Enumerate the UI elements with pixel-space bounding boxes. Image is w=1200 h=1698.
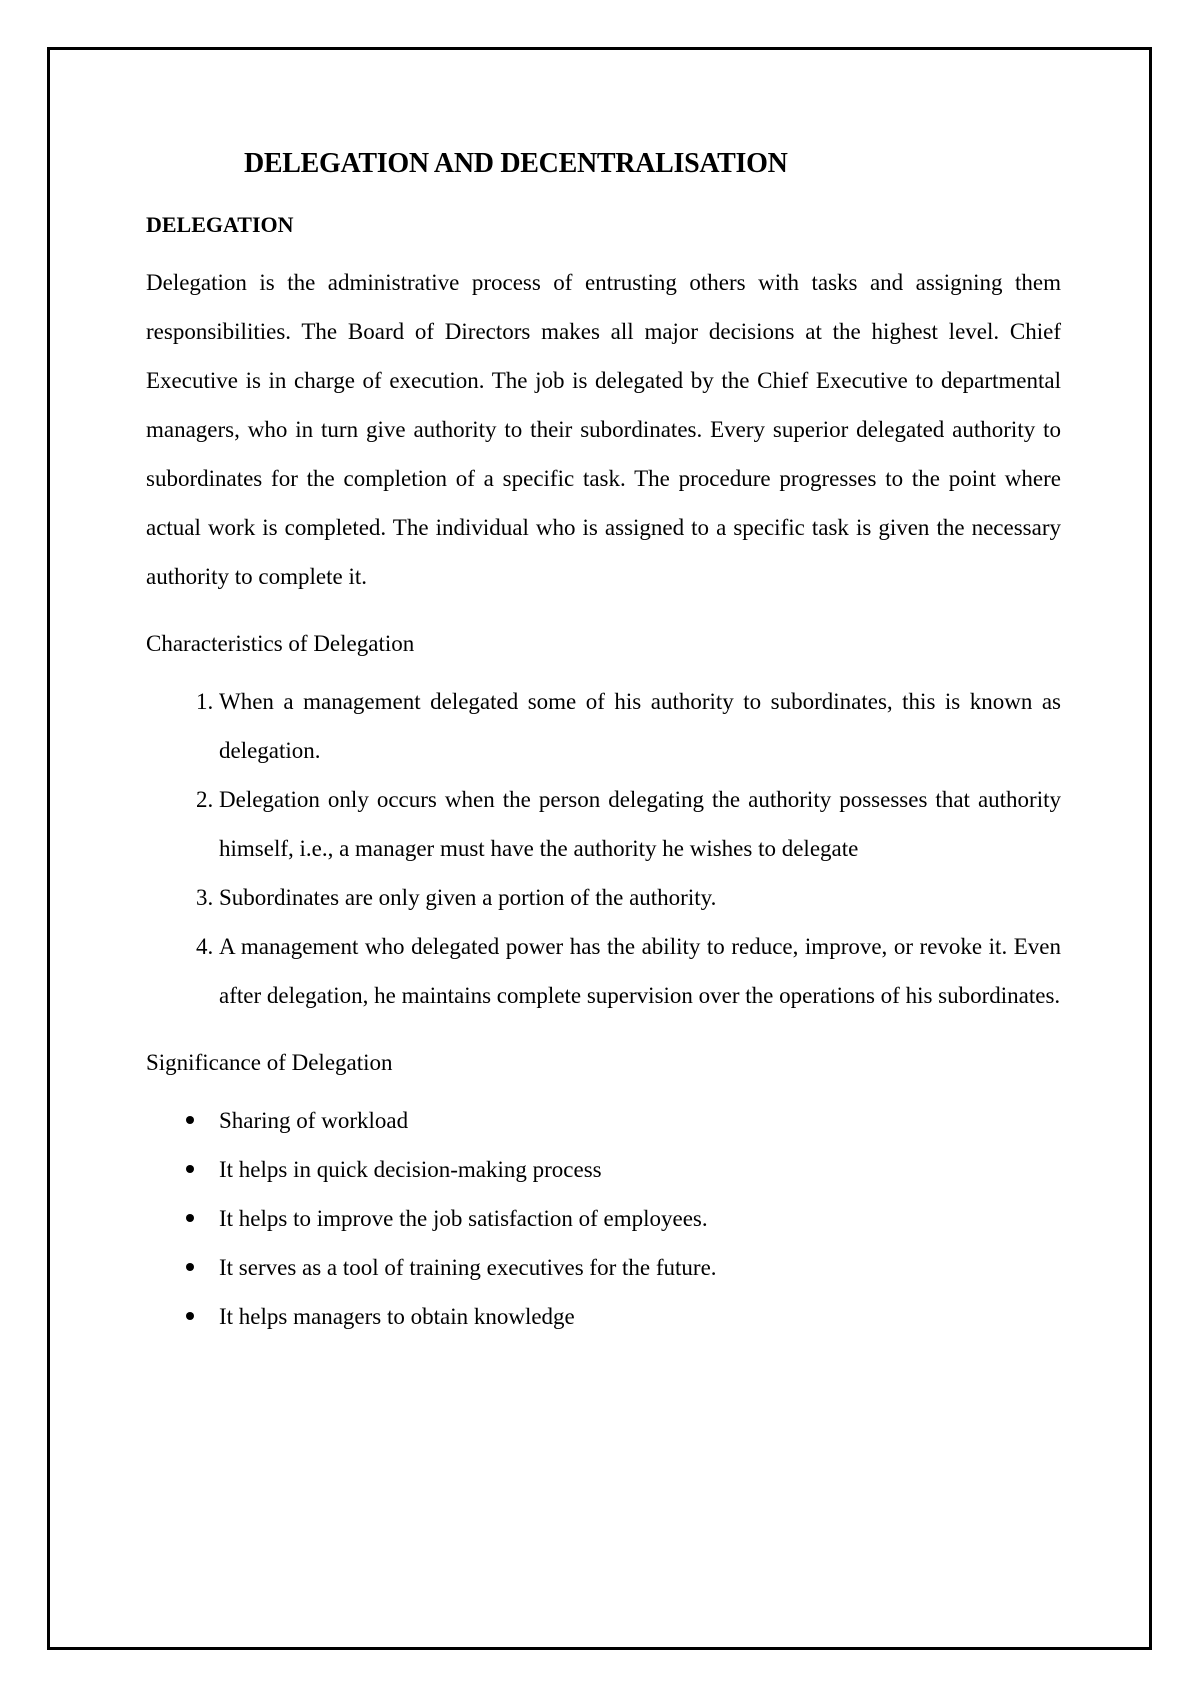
bullet-icon [186, 1214, 194, 1222]
document-title: DELEGATION AND DECENTRALISATION [244, 148, 788, 179]
bullet-icon [186, 1116, 194, 1124]
list-item [219, 1243, 1061, 1292]
list-item: 3. Subordinates are only given a portion of the authority. [219, 873, 1061, 922]
section-heading-delegation: DELEGATION [146, 212, 294, 237]
list-item [219, 1292, 1061, 1341]
bullet-icon [186, 1165, 194, 1173]
list-item-text: It helps in quick decision-making process [219, 1157, 602, 1182]
bullet-icon [186, 1312, 194, 1320]
characteristics-list [146, 677, 1061, 1020]
list-item: 1. When a management delegated some of his authority to subordinates, this is known as delegation. [219, 677, 1061, 775]
list-item-text: It helps to improve the job satisfaction of employees. [219, 1206, 708, 1231]
list-item: 4. A management who delegated power has the ability to reduce, improve, or revoke it. Even after delegation, he maintains complete supervision over the operations of his subordinates. [219, 922, 1061, 1020]
list-item-text: Sharing of workload [219, 1108, 409, 1133]
bullet-icon [186, 1263, 194, 1271]
list-item-text: It serves as a tool of training executives for the future. [219, 1255, 717, 1280]
characteristics-heading: Characteristics of Delegation [146, 631, 415, 656]
significance-list [146, 1096, 1061, 1341]
significance-heading: Significance of Delegation [146, 1050, 393, 1075]
list-item: 2. Delegation only occurs when the person delegating the authority possesses that authority himself, i.e., a manager must have the authority he wishes to delegate [219, 775, 1061, 873]
intro-paragraph: Delegation is the administrative process of entrusting others with tasks and assigning them responsibilities. The Board of Directors makes all major decisions at the highest level. Chief Executive is in charge of execution. The job is delegated by the Chief Executive to departmental managers, who in turn give authority to their subordinates. Every superior delegated authority to subordinates for the completion of a specific task. The procedure progresses to the point where actual work is completed. The individual who is assigned to a specific task is given the necessary authority to complete it. [146, 270, 1061, 589]
document-content [146, 140, 1061, 1341]
list-item-text: It helps managers to obtain knowledge [219, 1304, 575, 1329]
list-item [219, 1194, 1061, 1243]
list-item [219, 1096, 1061, 1145]
list-item [219, 1145, 1061, 1194]
